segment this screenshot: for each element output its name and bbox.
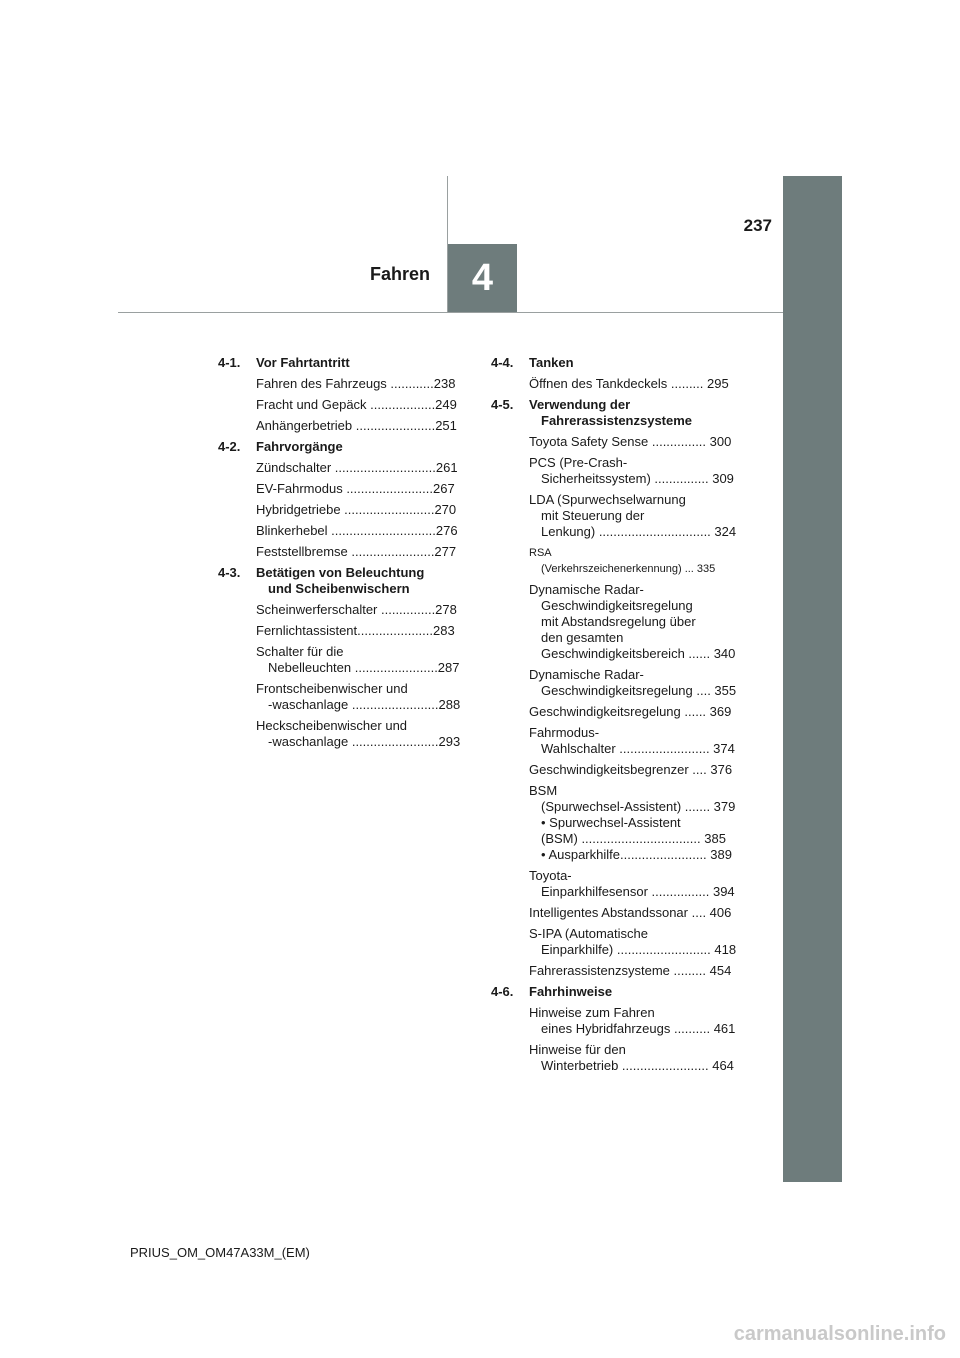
toc-section (218, 439, 466, 560)
chapter-side-tab (783, 176, 842, 1182)
page-number: 237 (743, 216, 772, 235)
section-number: 4-6. (491, 984, 514, 999)
toc-entry[interactable]: Hybridgetriebe .........................270 (256, 502, 457, 517)
toc-left-column (218, 355, 466, 755)
toc-entry[interactable]: Dynamische Radar- Geschwindigkeitsregelung mit Abstandsregelung über den gesamten Geschwindigkeitsbereich ...... 340 (529, 582, 736, 661)
toc-entry[interactable]: Anhängerbetrieb ......................251 (256, 418, 457, 433)
toc-entry[interactable]: Blinkerhebel .............................276 (256, 523, 458, 538)
toc-section (218, 565, 466, 750)
toc-entry[interactable]: Hinweise zum Fahren eines Hybridfahrzeugs .......... 461 (529, 1005, 736, 1036)
toc-entry[interactable]: EV-Fahrmodus ........................267 (256, 481, 455, 496)
toc-section-heading (218, 355, 466, 371)
section-title: Tanken (529, 355, 574, 370)
toc-entry[interactable]: Fahrerassistenzsysteme ......... 454 (529, 963, 732, 978)
section-number: 4-4. (491, 355, 514, 370)
toc-entry[interactable]: Öffnen des Tankdeckels ......... 295 (529, 376, 729, 391)
toc-entry[interactable]: PCS (Pre-Crash- Sicherheitssystem) ............... 309 (529, 455, 734, 486)
toc-entry[interactable]: LDA (Spurwechselwarnung mit Steuerung der Lenkung) ............................... 324 (529, 492, 737, 539)
section-title: Vor Fahrtantritt (256, 355, 350, 370)
toc-entry[interactable]: Feststellbremse .......................277 (256, 544, 457, 559)
chapter-title: Fahren (369, 264, 430, 284)
section-title: Betätigen von Beleuchtung und Scheibenwischern (256, 565, 425, 596)
toc-entry[interactable]: BSM (Spurwechsel-Assistent) ....... 379 • Spurwechsel-Assistent (BSM) ................................. 385 • Ausparkhilfe........................ 389 (529, 783, 736, 862)
toc-entry[interactable]: Schalter für die Nebelleuchten .......................287 (256, 644, 460, 675)
chapter-number: 4 (471, 256, 494, 299)
toc-entry[interactable]: Hinweise für den Winterbetrieb ........................ 464 (529, 1042, 734, 1073)
toc-entry[interactable]: Fahren des Fahrzeugs ............238 (256, 376, 456, 391)
toc-entry[interactable]: RSA (Verkehrszeichenerkennung) ... 335 (529, 547, 716, 575)
toc-entry[interactable]: Fracht und Gepäck ..................249 (256, 397, 457, 412)
toc-entry[interactable]: Intelligentes Abstandssonar .... 406 (529, 905, 732, 920)
toc-entry[interactable]: Scheinwerferschalter ...............278 (256, 602, 457, 617)
section-title: Verwendung der Fahrerassistenzsysteme (529, 397, 693, 428)
section-title: Fahrhinweise (529, 984, 613, 999)
watermark: carmanualsonline.info (733, 1323, 946, 1345)
section-number: 4-3. (218, 565, 241, 580)
toc-section-heading (491, 397, 740, 429)
toc-section (491, 397, 740, 979)
toc-section-heading (218, 439, 466, 455)
document-code: PRIUS_OM_OM47A33M_(EM) (130, 1245, 310, 1260)
section-title: Fahrvorgänge (256, 439, 343, 454)
toc-entry[interactable]: S-IPA (Automatische Einparkhilfe) .......................... 418 (529, 926, 737, 957)
toc-section-heading (491, 984, 740, 1000)
section-number: 4-1. (218, 355, 241, 370)
section-number: 4-5. (491, 397, 514, 412)
toc-entry[interactable]: Geschwindigkeitsbegrenzer .... 376 (529, 762, 733, 777)
toc-right-column (491, 355, 740, 1079)
toc-entry[interactable]: Toyota Safety Sense ............... 300 (529, 434, 732, 449)
section-number: 4-2. (218, 439, 241, 454)
chapter-number-box (448, 244, 517, 312)
toc-entry[interactable]: Fernlichtassistent.....................283 (256, 623, 455, 638)
toc-entry[interactable]: Toyota- Einparkhilfesensor ................ 394 (529, 868, 735, 899)
toc-section (491, 355, 740, 392)
toc-entry[interactable]: Fahrmodus- Wahlschalter ......................... 374 (529, 725, 735, 756)
toc-section (218, 355, 466, 434)
toc-section (491, 984, 740, 1074)
toc-section-heading (218, 565, 466, 597)
toc-entry[interactable]: Heckscheibenwischer und -waschanlage ........................293 (256, 718, 461, 749)
toc-entry[interactable]: Zündschalter ............................261 (256, 460, 458, 475)
toc-section-heading (491, 355, 740, 371)
toc-entry[interactable]: Frontscheibenwischer und -waschanlage ........................288 (256, 681, 461, 712)
toc-entry[interactable]: Dynamische Radar- Geschwindigkeitsregelung .... 355 (529, 667, 737, 698)
toc-entry[interactable]: Geschwindigkeitsregelung ...... 369 (529, 704, 732, 719)
header-horizontal-rule (118, 312, 783, 313)
